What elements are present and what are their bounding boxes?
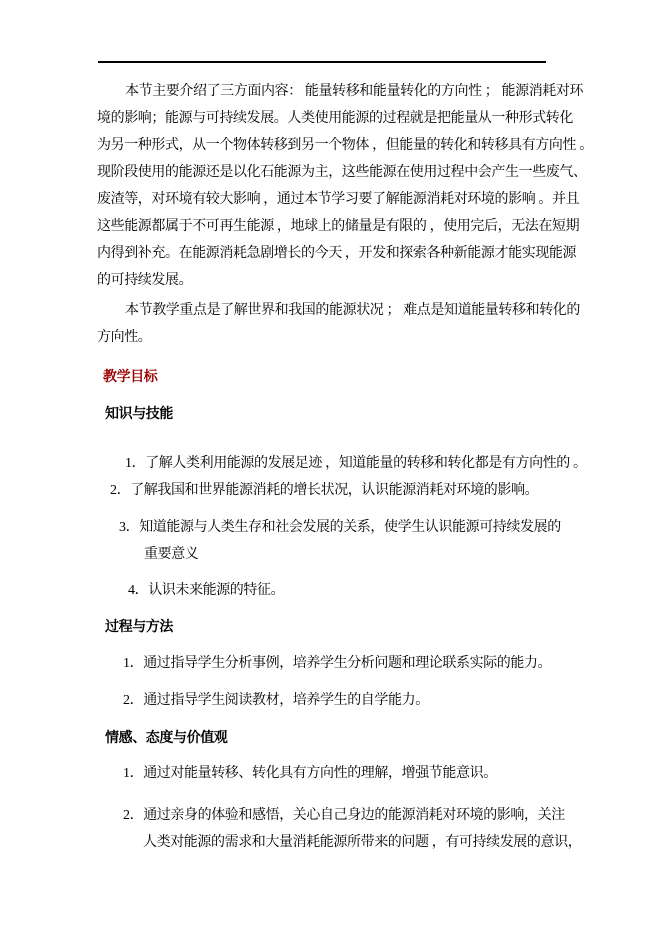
paragraph-line: 内得到补充。在能源消耗急剧增长的今天 ，开发和探索各种新能源才能实现能源 bbox=[97, 246, 577, 261]
subheading-emotion-attitude-values bbox=[97, 725, 567, 752]
heading-teaching-objectives bbox=[97, 364, 567, 391]
paragraph-line: 本节主要介绍了三方面内容： 能量转移和能量转化的方向性 ； 能源消耗对环 bbox=[125, 84, 584, 99]
process-item-1 bbox=[97, 650, 567, 677]
list-item-line: 1．通过对能量转移、转化具有方向性的理解，增强节能意识。 bbox=[123, 766, 497, 781]
paragraph-line: 这些能源都属于不可再生能源 ，地球上的储量是有限的 ，使用完后，无法在短期 bbox=[97, 219, 580, 234]
paragraph-line: 方向性。 bbox=[97, 330, 152, 345]
paragraph-line: 境的影响；能源与可持续发展。人类使用能源的过程就是把能量从一种形式转化 bbox=[97, 111, 573, 126]
paragraph-line: 为另一种形式，从一个物体转移到另一个物体 ，但能量的转化和转移具有方向性 。 bbox=[97, 138, 593, 153]
subheading-process-and-methods bbox=[97, 614, 567, 641]
paragraph-line: 本节教学重点是了解世界和我国的能源状况 ； 难点是知道能量转移和转化的 bbox=[125, 303, 580, 318]
list-item-line: 重要意义 bbox=[144, 547, 199, 562]
intro-paragraph bbox=[97, 78, 593, 294]
values-item-1 bbox=[97, 760, 567, 787]
document-content bbox=[97, 0, 593, 856]
process-item-2 bbox=[97, 687, 567, 714]
heading-text: 过程与方法 bbox=[105, 620, 173, 635]
heading-text: 教学目标 bbox=[103, 370, 158, 385]
list-item-line: 3．知道能源与人类生存和社会发展的关系，使学生认识能源可持续发展的 bbox=[119, 520, 561, 535]
knowledge-item-4 bbox=[97, 577, 567, 604]
list-item-line: 1．了解人类利用能源的发展足迹 ，知道能量的转移和转化都是有方向性的 。 bbox=[125, 456, 587, 471]
heading-text: 情感、态度与价值观 bbox=[105, 731, 228, 746]
subheading-knowledge-and-skills bbox=[97, 401, 567, 428]
list-item-line: 人类对能源的需求和大量消耗能源所带来的问题 ，有可持续发展的意识， bbox=[143, 835, 582, 850]
paragraph-line: 的可持续发展。 bbox=[97, 273, 193, 288]
key-points-paragraph bbox=[97, 297, 580, 351]
knowledge-item-2 bbox=[97, 477, 567, 504]
paragraph-line: 现阶段使用的能源还是以化石能源为主，这些能源在使用过程中会产生一些废气、 bbox=[97, 165, 587, 180]
paragraph-line: 废渣等，对环境有较大影响 ，通过本节学习要了解能源消耗对环境的影响 。并且 bbox=[97, 192, 580, 207]
values-item-2 bbox=[97, 802, 582, 856]
knowledge-item-3 bbox=[97, 514, 567, 568]
list-item-line: 2．通过亲身的体验和感悟，关心自己身边的能源消耗对环境的影响，关注 bbox=[123, 808, 565, 823]
heading-text: 知识与技能 bbox=[105, 407, 173, 422]
knowledge-item-1 bbox=[97, 450, 587, 477]
list-item-line: 2．通过指导学生阅读教材，培养学生的自学能力。 bbox=[123, 693, 429, 708]
list-item-line: 4．认识未来能源的特征。 bbox=[128, 583, 285, 598]
list-item-line: 1．通过指导学生分析事例，培养学生分析问题和理论联系实际的能力。 bbox=[123, 656, 552, 671]
list-item-line: 2．了解我国和世界能源消耗的增长状况，认识能源消耗对环境的影响。 bbox=[110, 483, 539, 498]
